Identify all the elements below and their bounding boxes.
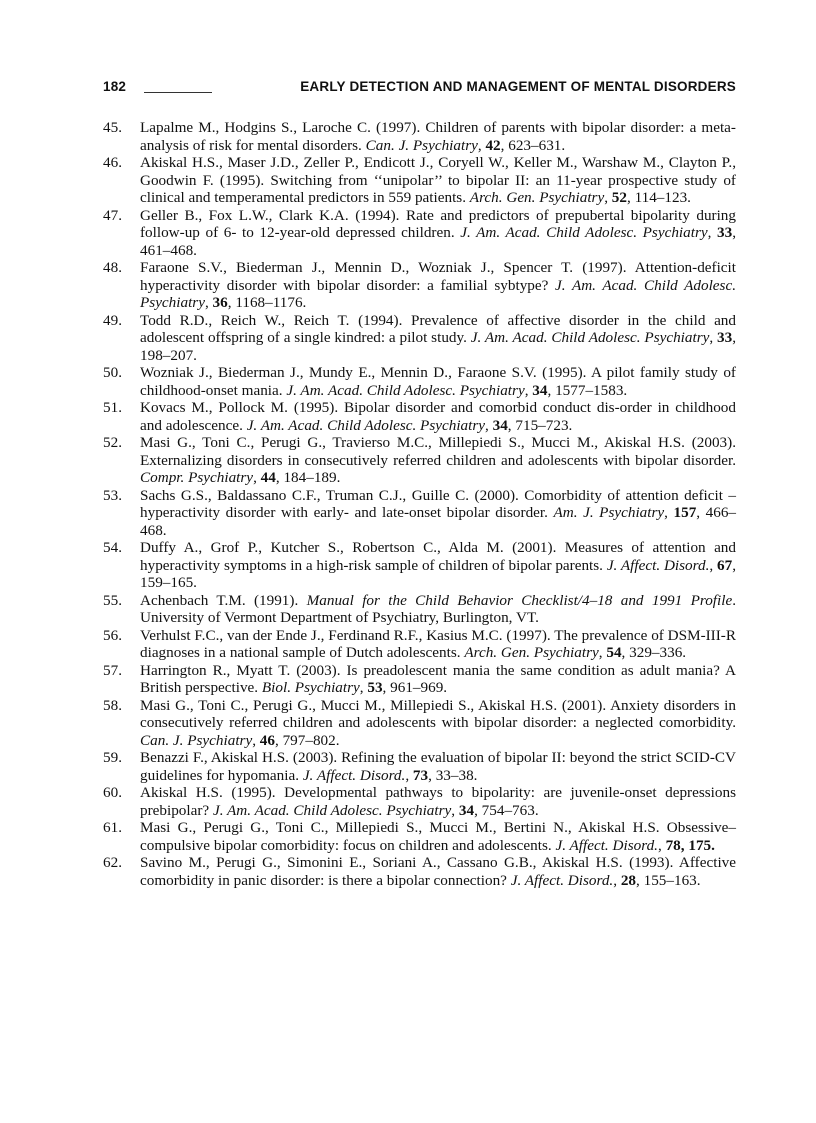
reference-item (103, 434, 736, 487)
reference-journal: J. Am. Acad. Child Adolesc. Psychiatry (470, 329, 710, 346)
reference-separator: , (598, 644, 607, 661)
reference-volume: 52 (611, 189, 627, 206)
reference-text: Faraone S.V., Biederman J., Mennin D., Wozniak J., Spencer T. (1997). Attention-deficit hyperactivity disorder with bipolar disorder: a familial sybtype? (140, 259, 736, 294)
reference-journal: Arch. Gen. Psychiatry (469, 189, 605, 206)
reference-journal: J. Am. Acad. Child Adolesc. Psychiatry (212, 801, 452, 819)
page-number: 182 (103, 79, 127, 94)
reference-journal: J. Am. Acad. Child Adolesc. Psychiatry (286, 381, 525, 399)
reference-pages: , 797–802. (274, 731, 340, 749)
reference-pages: , 184–189. (275, 469, 341, 486)
reference-item (103, 819, 736, 854)
reference-volume: 33 (717, 329, 733, 346)
reference-pages: , 159–165. (140, 556, 736, 591)
reference-text: Akiskal H.S., Maser J.D., Zeller P., Endicott J., Coryell W., Keller M., Warshaw M., Clayton P., Goodwin F. (1995). Switching from ‘‘unipolar’’ to bipolar II: an 11-year prospective study of clinical and temperamental predictors in 559 patients. (140, 154, 736, 206)
reference-text: Geller B., Fox L.W., Clark K.A. (1994). Rate and predictors of prepubertal bipolarity during follow-up of 6- to 12-year-old depressed children. (140, 206, 736, 241)
reference-text: Achenbach T.M. (1991). (140, 591, 307, 609)
reference-number: 60. (103, 784, 122, 801)
reference-item (103, 749, 736, 784)
reference-volume: 36 (212, 294, 228, 311)
reference-pages: , 1168–1176. (227, 294, 307, 311)
reference-journal: Compr. Psychiatry (140, 469, 254, 486)
reference-text: Masi G., Perugi G., Toni C., Millepiedi S., Mucci M., Bertini N., Akiskal H.S. Obsessive–compulsive bipolar comorbidity: focus on children and adolescents. (140, 819, 736, 854)
reference-item (103, 592, 736, 627)
reference-separator: , (709, 556, 717, 574)
reference-text: Kovacs M., Pollock M. (1995). Bipolar disorder and comorbid conduct dis-order in childhood and adolescence. (140, 399, 736, 434)
reference-pages: , 754–763. (474, 801, 539, 819)
reference-volume: 42 (485, 136, 501, 154)
reference-number: 45. (103, 119, 122, 136)
reference-volume: 28 (620, 871, 637, 889)
reference-item (103, 854, 736, 889)
reference-separator: , (252, 731, 260, 749)
reference-journal: Can. J. Psychiatry (365, 136, 478, 154)
reference-number: 51. (103, 399, 122, 416)
reference-text: Verhulst F.C., van der Ende J., Ferdinand R.F., Kasius M.C. (1997). The prevalence of DSM-III-R diagnoses in a national sample of Dutch adolescents. (140, 626, 736, 661)
reference-text: Lapalme M., Hodgins S., Laroche C. (1997). Children of parents with bipolar disorder: a meta-analysis of risk for mental disorders. (140, 119, 736, 154)
reference-journal: J. Am. Acad. Child Adolesc. Psychiatry (246, 416, 486, 434)
reference-journal: Can. J. Psychiatry (140, 731, 253, 749)
reference-journal: Am. J. Psychiatry (553, 504, 665, 521)
reference-separator: , (485, 416, 493, 434)
reference-text: Masi G., Toni C., Perugi G., Mucci M., Millepiedi S., Akiskal H.S. (2001). Anxiety disorders in consecutively referred children and adolescents with bipolar disorder: a neglected comorbidity. (140, 696, 736, 731)
reference-number: 52. (103, 434, 122, 451)
reference-journal: J. Affect. Disord. (510, 871, 614, 889)
reference-item (103, 154, 736, 207)
running-title: EARLY DETECTION AND MANAGEMENT OF MENTAL DISORDERS (300, 79, 736, 94)
reference-separator: , (253, 469, 261, 486)
reference-number: 57. (103, 661, 122, 679)
reference-item (103, 539, 736, 592)
reference-separator: , (604, 189, 612, 206)
reference-pages: , 961–969. (382, 679, 448, 696)
reference-number: 47. (103, 206, 122, 224)
reference-separator: , (524, 381, 533, 399)
reference-pages: , 33–38. (428, 766, 478, 784)
reference-text: Masi G., Toni C., Perugi G., Travierso M.C., Millepiedi S., Mucci M., Akiskal H.S. (2003). Externalizing disorders in consecutively referred children and adolescents with bipolar disorder. (140, 434, 736, 469)
reference-journal: J. Am. Acad. Child Adolesc. Psychiatry (460, 224, 708, 241)
reference-text: Duffy A., Grof P., Kutcher S., Robertson C., Alda M. (2001). Measures of attention and hyperactivity symptoms in a high-risk sample of children of bipolar parents. (140, 539, 736, 574)
reference-item (103, 627, 736, 662)
reference-pages: , 623–631. (500, 136, 566, 154)
reference-pages: , 198–207. (140, 329, 737, 364)
reference-volume: 157 (673, 504, 697, 521)
reference-pages: , 155–163. (636, 871, 701, 889)
reference-journal: J. Affect. Disord. (606, 556, 710, 574)
reference-separator: , (477, 136, 486, 154)
reference-text: Wozniak J., Biederman J., Mundy E., Mennin D., Faraone S.V. (1995). A pilot family study of childhood-onset mania. (140, 364, 736, 399)
reference-pages: , 466–468. (140, 504, 737, 539)
reference-volume: 34 (492, 416, 508, 434)
reference-volume: 34 (532, 381, 548, 399)
reference-journal: Arch. Gen. Psychiatry (464, 644, 599, 661)
reference-separator: , (204, 294, 213, 311)
header-rule (144, 92, 212, 93)
reference-number: 61. (103, 819, 122, 836)
reference-text: Todd R.D., Reich W., Reich T. (1994). Prevalence of affective disorder in the child and adolescent offspring of a single kindred: a pilot study. (140, 311, 736, 346)
reference-volume: 34 (458, 801, 475, 819)
reference-pages: , 1577–1583. (547, 381, 628, 399)
reference-separator: , (709, 329, 718, 346)
reference-journal: J. Affect. Disord. (555, 836, 658, 854)
reference-text: Harrington R., Myatt T. (2003). Is preadolescent mania the same condition as adult mania? A British perspective. (140, 661, 736, 696)
reference-item (103, 119, 736, 154)
reference-number: 58. (103, 696, 122, 714)
reference-volume: 67 (717, 556, 733, 574)
reference-item (103, 364, 736, 399)
reference-number: 59. (103, 749, 122, 766)
reference-journal: J. Am. Acad. Child Adolesc. Psychiatry (140, 276, 736, 311)
reference-pages: , 461–468. (140, 224, 736, 259)
reference-separator: , (359, 679, 368, 696)
reference-volume: 44 (260, 469, 276, 486)
reference-item (103, 697, 736, 750)
reference-journal: J. Affect. Disord. (302, 766, 406, 784)
reference-separator: , (664, 504, 674, 521)
reference-pages: , 114–123. (626, 189, 691, 206)
reference-text: Savino M., Perugi G., Simonini E., Soriani A., Cassano G.B., Akiskal H.S. (1993). Affective comorbidity in panic disorder: is there a bipolar connection? (140, 854, 736, 889)
reference-number: 46. (103, 154, 122, 171)
reference-separator: , (451, 801, 459, 819)
reference-number: 54. (103, 539, 122, 556)
reference-number: 62. (103, 854, 122, 871)
reference-item (103, 312, 736, 365)
reference-item (103, 487, 736, 540)
reference-number: 53. (103, 486, 122, 504)
reference-volume: 46 (259, 731, 275, 749)
reference-text: Akiskal H.S. (1995). Developmental pathways to bipolarity: are juvenile-onset depressions prebipolar? (140, 784, 736, 819)
reference-volume: 78, 175. (665, 836, 715, 854)
reference-volume: 54 (606, 644, 622, 661)
reference-journal: Manual for the Child Behavior Checklist/4–18 and 1991 Profile (306, 591, 733, 609)
reference-number: 55. (103, 591, 122, 609)
reference-volume: 73 (412, 766, 429, 784)
reference-separator: , (707, 224, 718, 241)
reference-journal: Biol. Psychiatry (261, 679, 360, 696)
reference-number: 48. (103, 259, 122, 276)
reference-item (103, 662, 736, 697)
reference-number: 49. (103, 311, 122, 329)
reference-volume: 53 (367, 679, 383, 696)
reference-text: Benazzi F., Akiskal H.S. (2003). Refining the evaluation of bipolar II: beyond the strict SCID-CV guidelines for hypomania. (140, 749, 736, 784)
reference-pages: , 329–336. (621, 644, 687, 661)
reference-list (103, 119, 736, 889)
reference-item (103, 399, 736, 434)
reference-number: 50. (103, 364, 122, 381)
reference-item (103, 207, 736, 260)
reference-volume: 33 (717, 224, 733, 241)
reference-number: 56. (103, 626, 122, 644)
reference-separator: , (657, 836, 666, 854)
reference-pages: . University of Vermont Department of Psychiatry, Burlington, VT. (140, 591, 736, 626)
reference-text: Sachs G.S., Baldassano C.F., Truman C.J., Guille C. (2000). Comorbidity of attention deficit – hyperactivity disorder with early- and late-onset bipolar disorder. (140, 486, 736, 521)
reference-separator: , (405, 766, 413, 784)
reference-item (103, 784, 736, 819)
reference-pages: , 715–723. (507, 416, 573, 434)
reference-separator: , (613, 871, 621, 889)
running-head (103, 79, 736, 99)
reference-item (103, 259, 736, 312)
